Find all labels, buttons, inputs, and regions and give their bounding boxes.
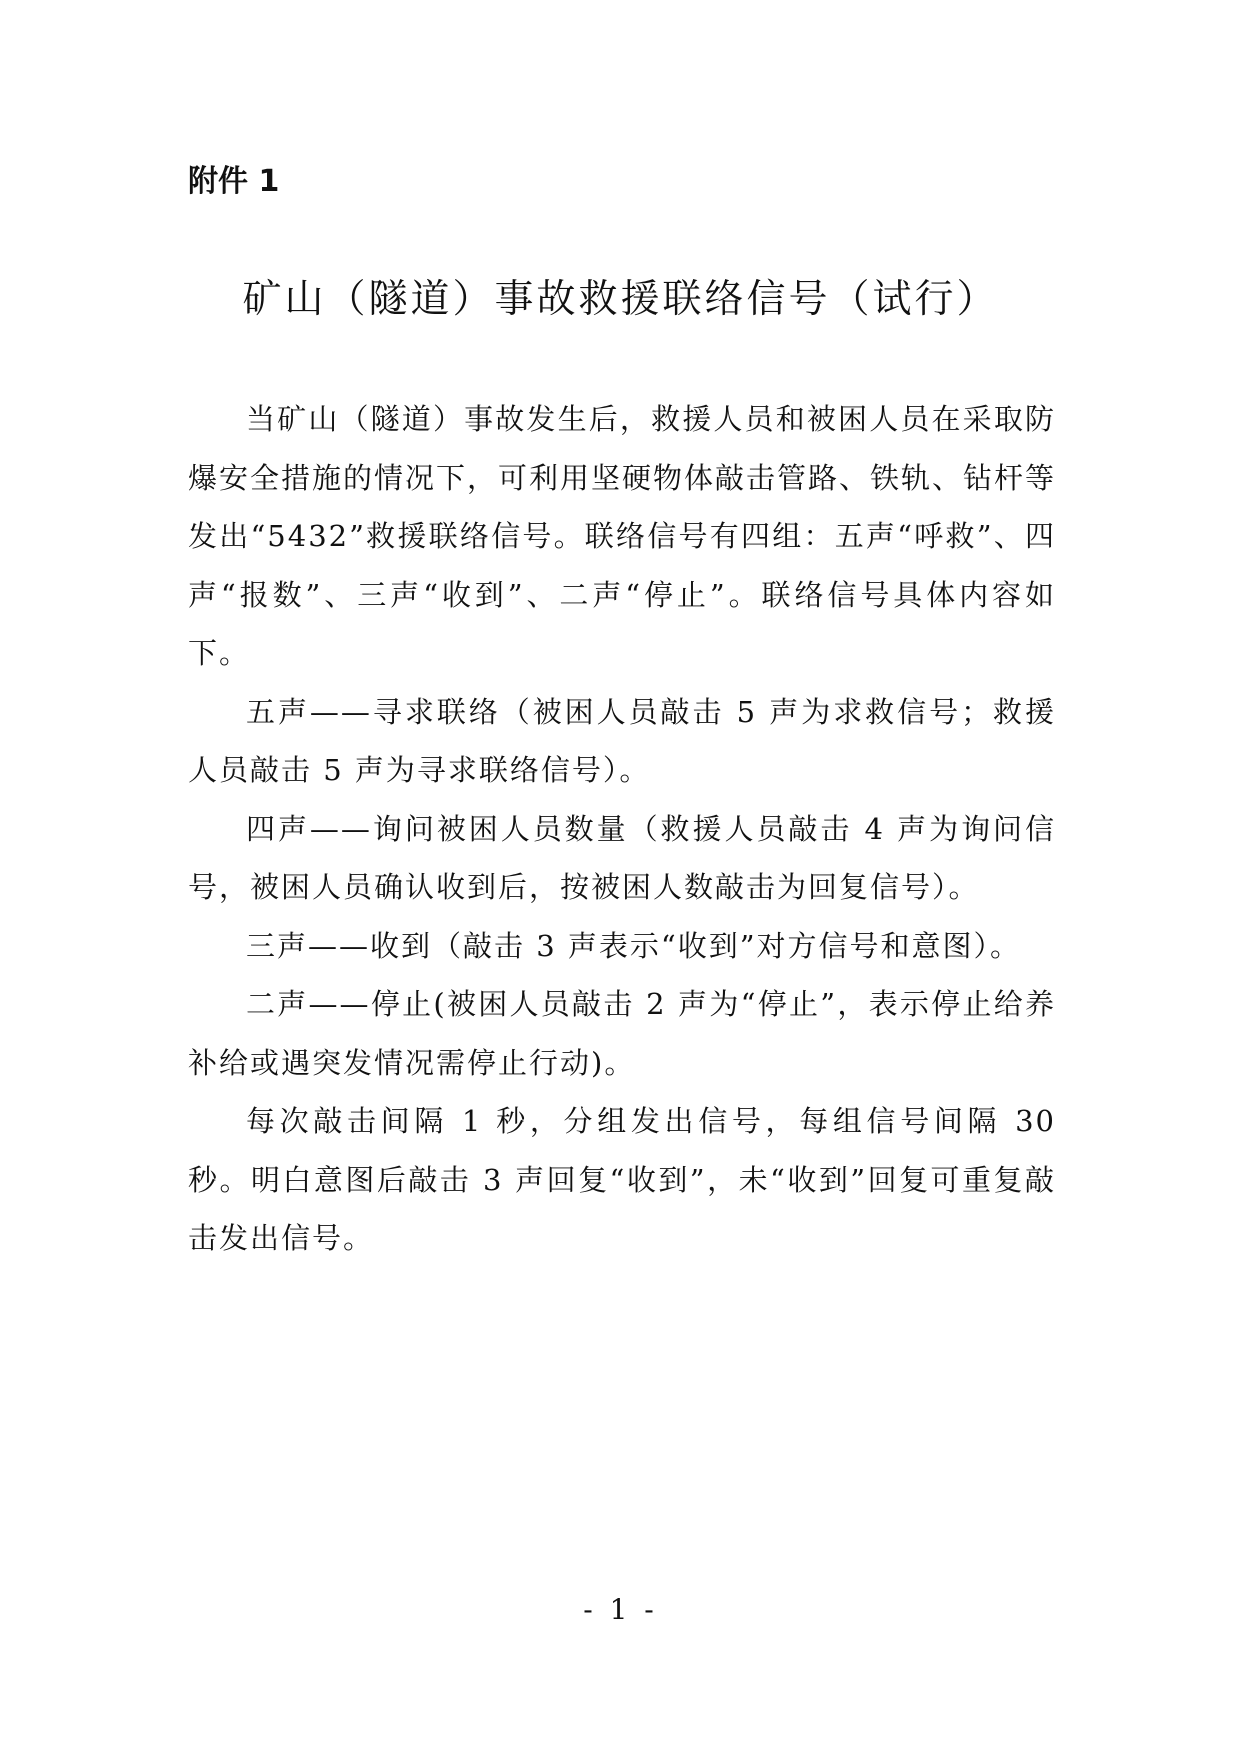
document-title: 矿山（隧道）事故救援联络信号（试行）: [242, 277, 999, 322]
paragraph-intro: 当矿山（隧道）事故发生后，救援人员和被困人员在采取防爆安全措施的情况下，可利用坚硬物体敲击管路、铁轨、钻杆等发出“5432”救援联络信号。联络信号有四组：五声“呼救”、四声“报数”、三声“收到”、二声“停止”。联络信号具体内容如下。: [188, 402, 1057, 670]
attachment-label: 附件 1: [188, 164, 280, 199]
paragraph-three-knocks: 三声——收到（敲击 3 声表示“收到”对方信号和意图）。: [246, 928, 1022, 963]
paragraph-two-knocks: 二声——停止(被困人员敲击 2 声为“停止”，表示停止给养补给或遇突发情况需停止行动)。: [188, 987, 1056, 1080]
paragraph-five-knocks: 五声——寻求联络（被困人员敲击 5 声为求救信号；救援人员敲击 5 声为寻求联络信号）。: [188, 694, 1056, 787]
paragraph-interval: 每次敲击间隔 1 秒，分组发出信号，每组信号间隔 30 秒。明白意图后敲击 3 声回复“收到”，未“收到”回复可重复敲击发出信号。: [188, 1104, 1056, 1255]
document-body: [188, 390, 1056, 1268]
page-number: - 1 -: [583, 1593, 658, 1626]
paragraph-four-knocks: 四声——询问被困人员数量（救援人员敲击 4 声为询问信号，被困人员确认收到后，按被困人数敲击为回复信号）。: [188, 811, 1056, 904]
